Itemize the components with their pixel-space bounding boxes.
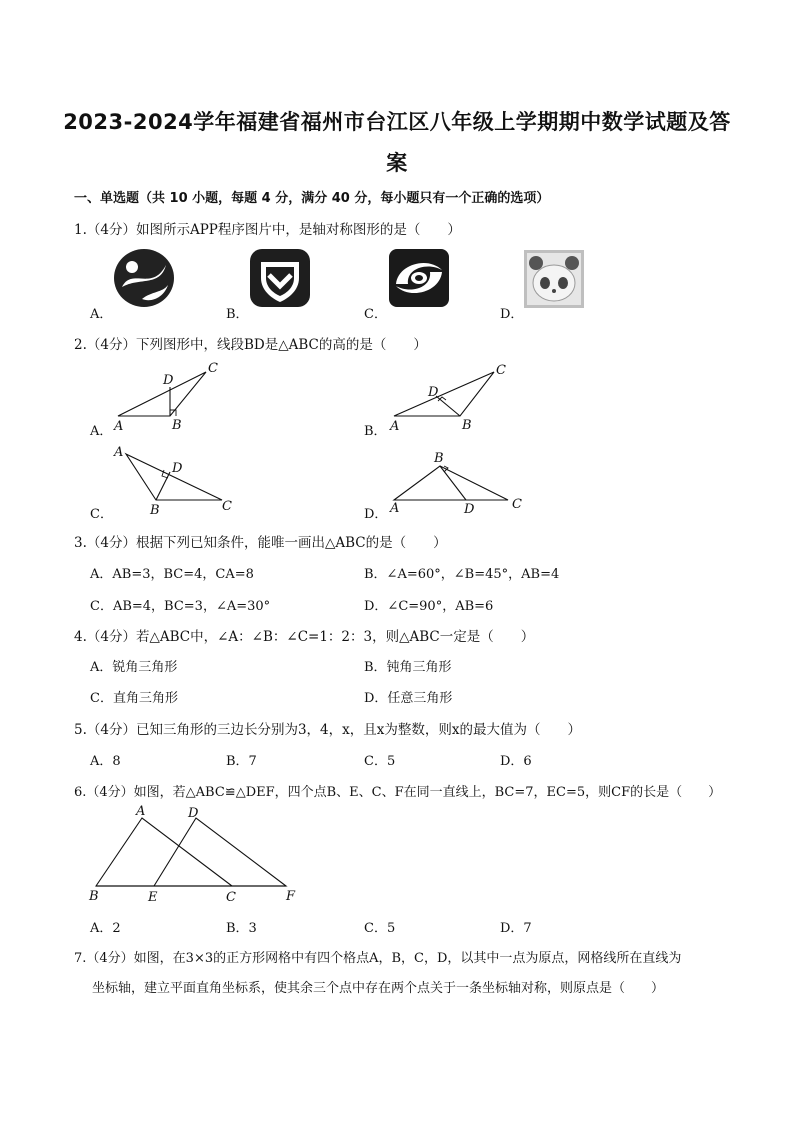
q2-figure-a	[110, 360, 230, 432]
q3-option-d: D．∠C=90°，AB=6	[364, 599, 494, 614]
q2c-point-d: D	[172, 461, 183, 476]
q6-option-d: D．7	[500, 921, 532, 936]
q5-option-c: C．5	[364, 754, 396, 769]
q2d-point-d: D	[464, 502, 475, 517]
q2b-point-a: A	[390, 419, 400, 432]
q5-option-d: D．6	[500, 754, 532, 769]
section-heading: 一、单选题（共 10 小题，每题 4 分，满分 40 分，每小题只有一个正确的选项）	[74, 191, 550, 206]
q2c-point-a: A	[114, 445, 124, 460]
swirl-eye-icon	[388, 248, 450, 308]
q5-option-a: A．8	[90, 754, 121, 769]
q2a-point-d: D	[163, 373, 174, 388]
question-2-text: 2.（4分）下列图形中，线段BD是△ABC的高的是（ ）	[74, 337, 427, 353]
q2-figure-b	[386, 360, 516, 432]
q2a-point-b: B	[172, 418, 182, 432]
question-7-line2: 坐标轴，建立平面直角坐标系，使其余三个点中存在两个点关于一条坐标轴对称，则原点是（ ）	[92, 981, 665, 996]
q4-option-b: B．钝角三角形	[364, 660, 452, 675]
question-7-line1: 7.（4分）如图，在3×3的正方形网格中有四个格点A，B，C，D，以其中一点为原点，网格线所在直线为	[74, 951, 682, 966]
q3-option-b: B．∠A=60°，∠B=45°，AB=4	[364, 567, 560, 582]
question-4-text: 4.（4分）若△ABC中，∠A：∠B：∠C=1：2：3，则△ABC一定是（ ）	[74, 629, 535, 645]
q2d-point-a: A	[390, 501, 400, 516]
q2c-point-c: C	[222, 499, 232, 514]
question-5-text: 5.（4分）已知三角形的三边长分别为3，4，x，且x为整数，则x的最大值为（ ）	[74, 722, 581, 738]
q6-point-c: C	[226, 890, 236, 905]
q2a-point-a: A	[114, 419, 124, 432]
q1-option-b-label: B．	[226, 307, 249, 322]
q6-option-a: A．2	[90, 921, 121, 936]
q2-option-b-label: B．	[364, 424, 387, 439]
document-title-line2: 案	[386, 151, 408, 175]
q4-option-a: A．锐角三角形	[90, 660, 178, 675]
panda-face-icon	[523, 249, 585, 309]
q2a-point-c: C	[208, 361, 218, 376]
q6-point-b: B	[89, 889, 99, 904]
q1-option-d-label: D．	[500, 307, 524, 322]
question-1-text: 1.（4分）如图所示APP程序图片中，是轴对称图形的是（ ）	[74, 222, 461, 238]
document-title-line1: 2023-2024学年福建省福州市台江区八年级上学期期中数学试题及答	[63, 110, 731, 134]
q6-point-e: E	[148, 890, 158, 905]
q6-figure	[86, 800, 306, 910]
q2b-point-c: C	[496, 363, 506, 378]
q6-option-c: C．5	[364, 921, 396, 936]
q4-option-d: D．任意三角形	[364, 691, 453, 706]
q1-option-a-label: A．	[90, 307, 113, 322]
q2d-point-c: C	[512, 497, 522, 512]
q5-option-b: B．7	[226, 754, 257, 769]
question-3-text: 3.（4分）根据下列已知条件，能唯一画出△ABC的是（ ）	[74, 535, 447, 551]
q6-point-a: A	[136, 804, 146, 819]
shield-check-icon	[249, 248, 311, 308]
q4-option-c: C．直角三角形	[90, 691, 178, 706]
q2b-point-d: D	[428, 385, 439, 400]
q1-option-c-label: C．	[364, 307, 387, 322]
q2-figure-c	[110, 440, 245, 518]
yin-yang-logo-icon	[112, 247, 176, 309]
q3-option-c: C．AB=4，BC=3，∠A=30°	[90, 599, 271, 614]
q6-option-b: B．3	[226, 921, 257, 936]
q6-point-f: F	[286, 889, 296, 904]
q3-option-a: A．AB=3，BC=4，CA=8	[90, 567, 254, 582]
q2b-point-b: B	[462, 418, 472, 432]
q2d-point-b: B	[434, 451, 444, 466]
q2-option-a-label: A．	[90, 424, 113, 439]
q2-option-d-label: D．	[364, 507, 388, 522]
q2-option-c-label: C．	[90, 507, 113, 522]
q2c-point-b: B	[150, 503, 160, 518]
q6-point-d: D	[188, 806, 199, 821]
question-6-text: 6.（4分）如图，若△ABC≌△DEF，四个点B、E、C、F在同一直线上，BC=7，EC=5，则CF的长是（ ）	[74, 785, 722, 800]
q2-figure-d	[386, 448, 536, 518]
